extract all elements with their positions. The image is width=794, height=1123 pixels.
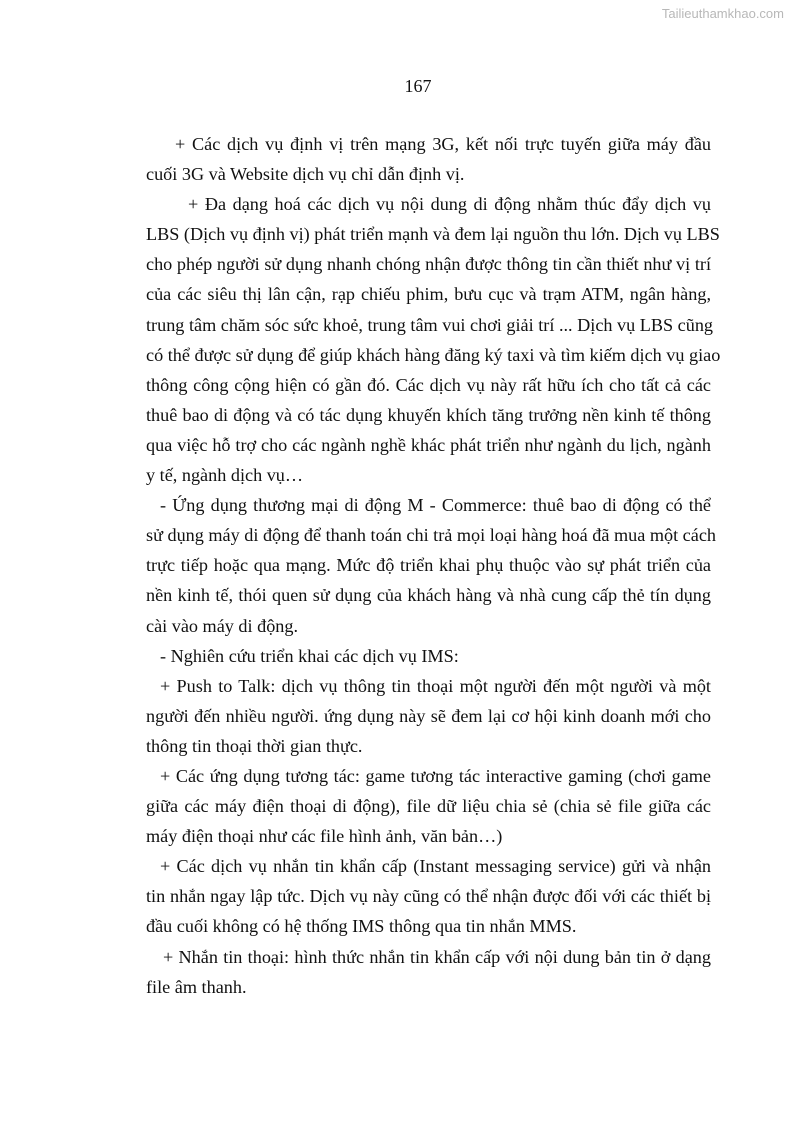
text-line: cuối 3G và Website dịch vụ chỉ dẫn định vị. bbox=[146, 164, 465, 185]
text-line: người đến nhiều người. ứng dụng này sẽ đem lại cơ hội kinh doanh mới cho bbox=[146, 705, 711, 726]
text-line: có thể được sử dụng để giúp khách hàng đăng ký taxi và tìm kiếm dịch vụ giao bbox=[146, 344, 721, 365]
text-line: LBS (Dịch vụ định vị) phát triển mạnh và đem lại nguồn thu lớn. Dịch vụ LBS bbox=[146, 224, 720, 245]
text-line: nền kinh tế, thói quen sử dụng của khách hàng và nhà cung cấp thẻ tín dụng bbox=[146, 585, 711, 606]
text-line: + Push to Talk: dịch vụ thông tin thoại một người đến một người và một bbox=[160, 675, 711, 696]
text-line: đầu cuối không có hệ thống IMS thông qua tin nhắn MMS. bbox=[146, 916, 577, 937]
document-body bbox=[146, 129, 721, 1002]
text-line: cho phép người sử dụng nhanh chóng nhận được thông tin cần thiết như vị trí bbox=[146, 254, 711, 275]
text-line: - Nghiên cứu triển khai các dịch vụ IMS: bbox=[160, 645, 459, 666]
text-line: tin nhắn ngay lập tức. Dịch vụ này cũng có thể nhận được đối với các thiết bị bbox=[146, 886, 711, 907]
text-line: y tế, ngành dịch vụ… bbox=[146, 465, 304, 486]
text-line: sử dụng máy di động để thanh toán chi trả mọi loại hàng hoá đã mua một cách bbox=[146, 525, 716, 546]
text-line: thuê bao di động và có tác dụng khuyến khích tăng trưởng nền kinh tế thông bbox=[146, 404, 711, 425]
text-line: cài vào máy di động. bbox=[146, 615, 299, 636]
text-line: + Các ứng dụng tương tác: game tương tác interactive gaming (chơi game bbox=[160, 765, 711, 786]
text-line: + Đa dạng hoá các dịch vụ nội dung di động nhằm thúc đẩy dịch vụ bbox=[188, 194, 711, 215]
text-line: + Các dịch vụ nhắn tin khẩn cấp (Instant messaging service) gửi và nhận bbox=[160, 856, 711, 877]
text-line: trực tiếp hoặc qua mạng. Mức độ triển khai phụ thuộc vào sự phát triển của bbox=[146, 555, 711, 576]
paragraph bbox=[146, 641, 711, 671]
paragraph bbox=[146, 189, 721, 490]
watermark: Tailieuthamkhao.com bbox=[661, 6, 784, 21]
text-line: giữa các máy điện thoại di động), file dữ liệu chia sẻ (chia sẻ file giữa các bbox=[146, 796, 711, 817]
paragraph bbox=[146, 942, 711, 1002]
paragraph bbox=[146, 851, 711, 941]
text-line: thông tin thoại thời gian thực. bbox=[146, 735, 363, 756]
paragraph bbox=[146, 761, 711, 851]
text-line: qua việc hỗ trợ cho các ngành nghề khác phát triển như ngành du lịch, ngành bbox=[146, 434, 711, 455]
text-line: của các siêu thị lân cận, rạp chiếu phim, bưu cục và trạm ATM, ngân hàng, bbox=[146, 284, 711, 305]
text-line: thông công cộng hiện có gần đó. Các dịch vụ này rất hữu ích cho tất cả các bbox=[146, 374, 711, 395]
text-line: trung tâm chăm sóc sức khoẻ, trung tâm vui chơi giải trí ... Dịch vụ LBS cũng bbox=[146, 314, 714, 335]
text-line: + Nhắn tin thoại: hình thức nhắn tin khẩn cấp với nội dung bản tin ở dạng bbox=[163, 946, 711, 967]
paragraph bbox=[146, 129, 711, 189]
text-line: - Ứng dụng thương mại di động M - Commerce: thuê bao di động có thể bbox=[160, 495, 711, 516]
text-line: + Các dịch vụ định vị trên mạng 3G, kết nối trực tuyến giữa máy đầu bbox=[175, 134, 711, 154]
paragraph bbox=[146, 490, 716, 640]
page-number: 167 bbox=[404, 76, 432, 96]
paragraph bbox=[146, 671, 711, 761]
text-line: máy điện thoại như các file hình ảnh, văn bản…) bbox=[146, 826, 503, 847]
text-line: file âm thanh. bbox=[146, 976, 247, 997]
